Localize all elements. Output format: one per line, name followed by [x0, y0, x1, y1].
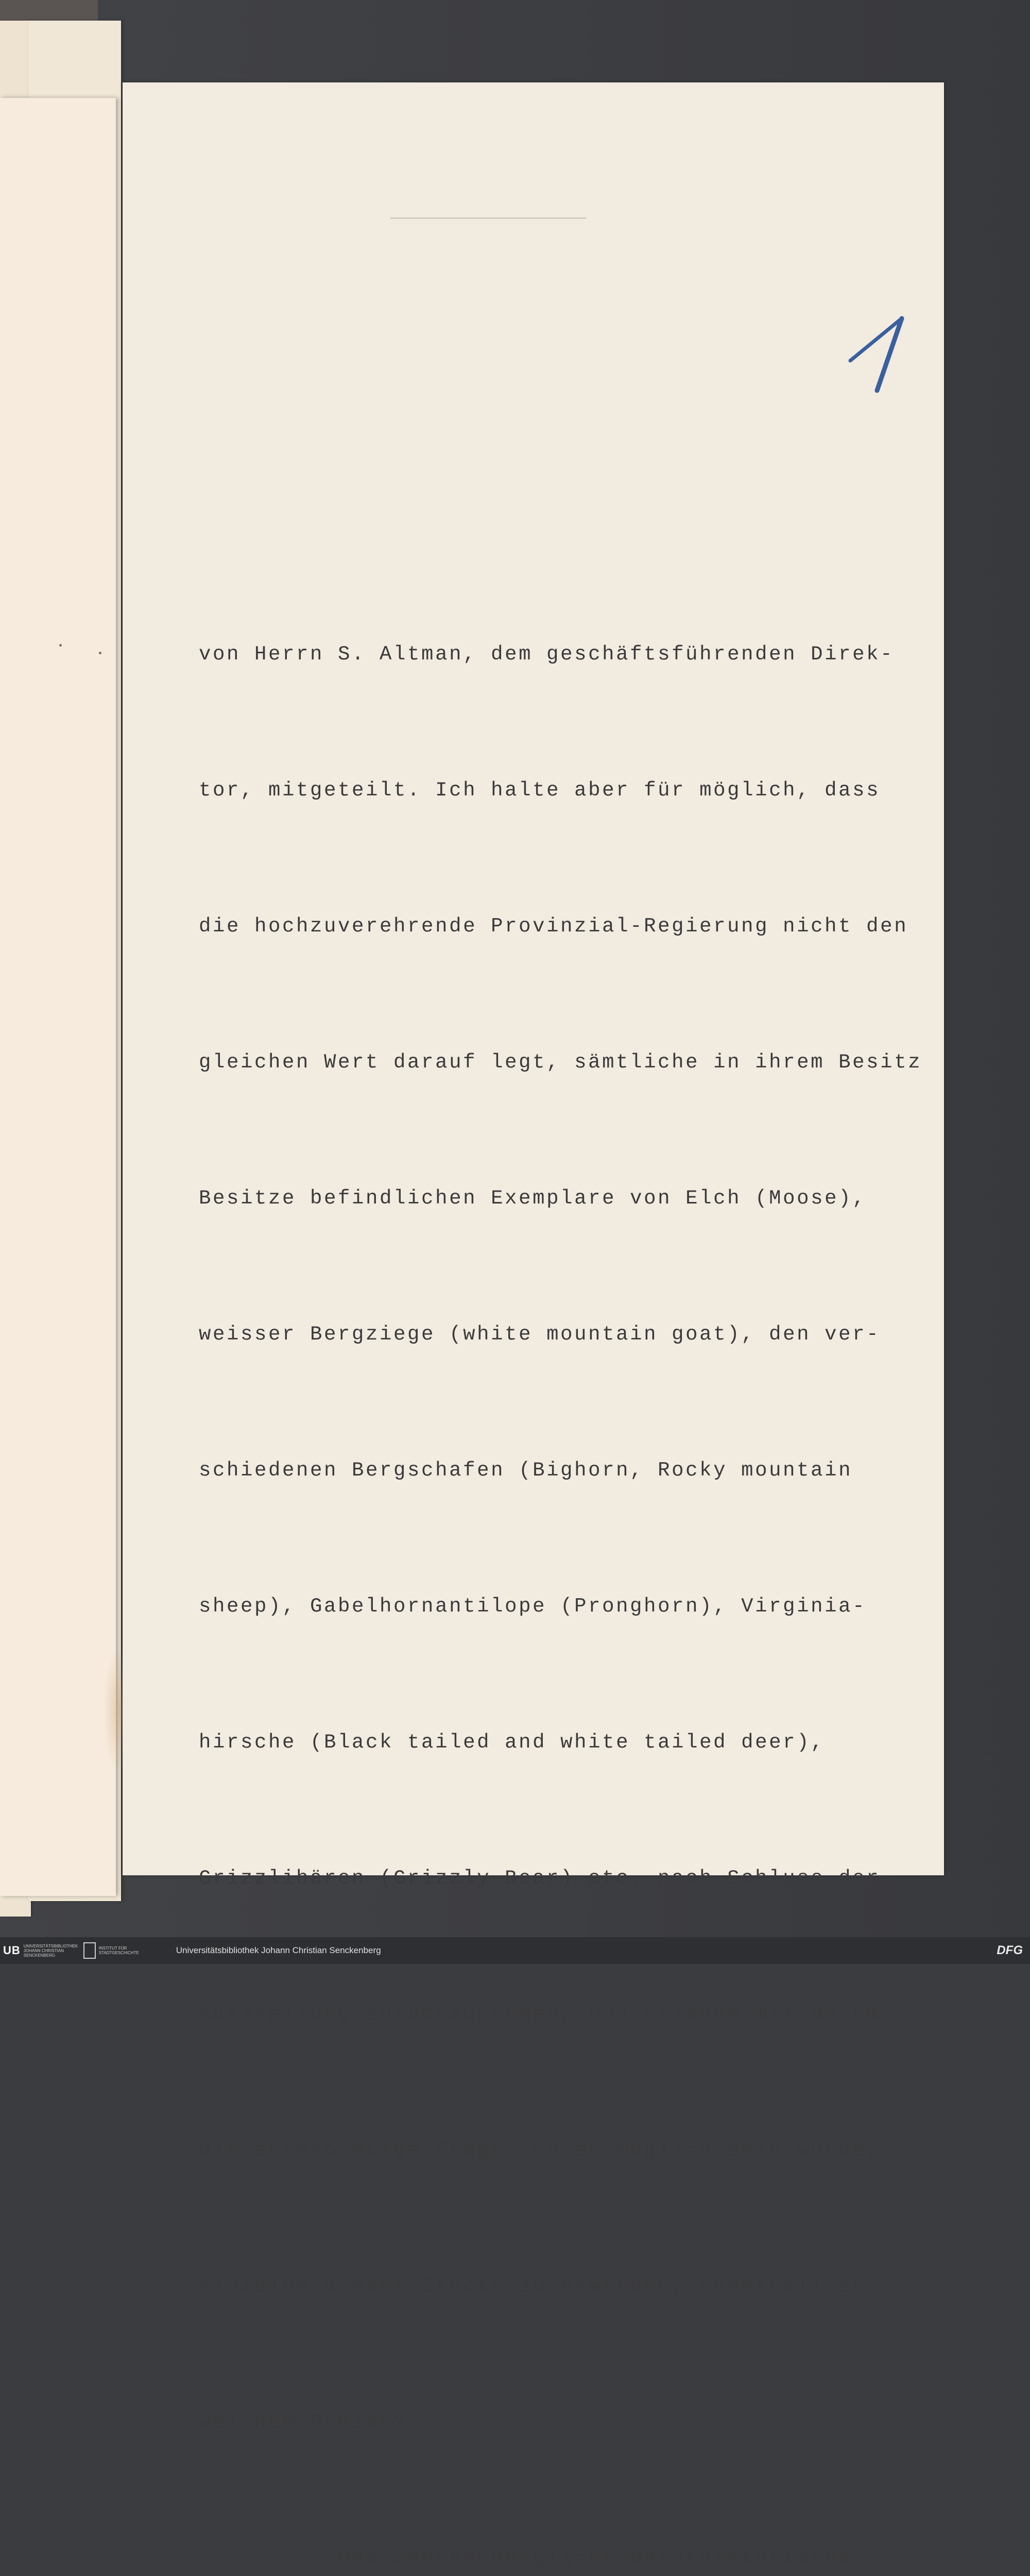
text-line-14: welchem Preise? — [199, 2411, 408, 2434]
underlying-page-front — [0, 98, 116, 1896]
paper-speck — [99, 652, 101, 654]
institute-logo[interactable] — [83, 1942, 156, 1959]
text-line-2: tor, mitgeteilt. Ich halte aber für möglich, dass — [199, 779, 881, 802]
folio-number-mark — [841, 299, 944, 402]
text-line-3: die hochzuverehrende Provinzial-Regierung nicht den — [199, 915, 908, 938]
text-line-9: hirsche (Black tailed and white tailed deer), — [199, 1731, 825, 1754]
dfg-logo[interactable]: DFG — [997, 1943, 1023, 1957]
faint-rule — [390, 217, 586, 219]
ub-logo[interactable] — [3, 1943, 78, 1958]
institute-logo-caption: INSTITUT FÜR STADTGESCHICHTE — [98, 1946, 139, 1955]
footer-bar — [0, 1937, 1030, 1964]
text-line-4: gleichen Wert darauf legt, sämtliche in ihrem Besitz — [199, 1051, 922, 1074]
text-line-1: von Herrn S. Altman, dem geschäftsführenden Direk- — [199, 643, 895, 666]
text-line-8: sheep), Gabelhornantilope (Pronghorn), Virginia- — [199, 1595, 867, 1618]
text-line-12: die ehrerbietige Frage, ob es möglich sein würde, — [199, 2139, 881, 2162]
text-line-13: einzelne dieser Stücke zu erwerben, eventuell zu — [199, 2275, 867, 2298]
library-name: Universitätsbibliothek Johann Christian Senckenberg — [176, 1945, 381, 1955]
text-line-11: Ausstellung zurückzunehmen, und erlaube mir darum — [199, 2003, 881, 2026]
bleed-through-text — [0, 1587, 14, 1609]
text-line-10: Grizzlibären (Grizzly-Bear) etc. nach Schluss der — [199, 1867, 881, 1890]
text-line-6: weisser Bergziege (white mountain goat), den ver- — [199, 1323, 881, 1346]
text-line-15: Das Senckenbergische Naturhistorische — [338, 2547, 853, 2570]
typed-letter-body — [199, 541, 940, 2576]
ub-logo-mark: UB — [3, 1944, 21, 1957]
paper-speck — [59, 644, 62, 647]
text-line-7: schiedenen Bergschafen (Bighorn, Rocky mountain — [199, 1459, 853, 1482]
ub-logo-caption: UNIVERSITÄTSBIBLIOTHEK JOHANN CHRISTIAN SENCKENBERG — [23, 1943, 78, 1958]
institute-logo-icon — [83, 1942, 96, 1959]
text-line-5: Besitze befindlichen Exemplare von Elch (Moose), — [199, 1187, 867, 1210]
